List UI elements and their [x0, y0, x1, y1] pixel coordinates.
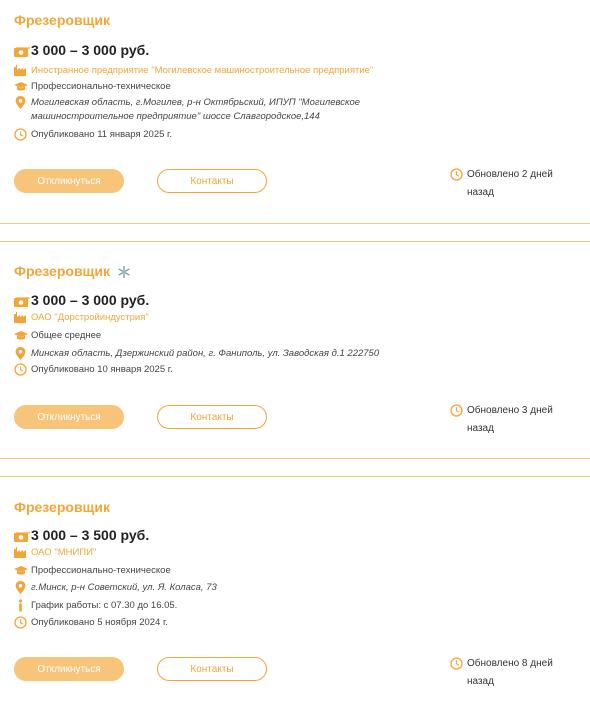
clock-icon [450, 657, 463, 670]
apply-button[interactable]: Откликнуться [14, 657, 124, 681]
apply-button[interactable]: Откликнуться [14, 405, 124, 429]
contacts-button[interactable]: Контакты [157, 657, 267, 681]
contacts-button[interactable]: Контакты [157, 169, 267, 193]
vacancy-title[interactable]: Фрезеровщик [14, 12, 110, 28]
address-text: Минская область, Дзержинский район, г. Фаниполь, ул. Заводская д.1 222750 [31, 348, 380, 359]
updated-info [450, 166, 563, 202]
graduation-cap-icon [14, 80, 27, 93]
separator [0, 476, 590, 477]
company-link[interactable]: ОАО "Дорстройиндустрия" [31, 312, 149, 323]
updated-info [450, 402, 563, 438]
published-date: Опубликовано 5 ноября 2024 г. [31, 617, 168, 628]
updated-text: Обновлено 8 дней назад [467, 658, 553, 687]
location-pin-icon [14, 347, 27, 360]
factory-icon [14, 311, 27, 324]
education-row [14, 329, 101, 342]
address-text: Могилевская область, г.Могилев, р-н Октябрьский, ИПУП "Могилевское машиностроительное предприятие" шоссе Славгородское,144 [31, 97, 361, 122]
info-icon [14, 599, 27, 612]
contacts-button[interactable]: Контакты [157, 405, 267, 429]
salary-text: 3 000 – 3 500 руб. [31, 527, 150, 543]
separator [0, 241, 590, 242]
published-row [14, 128, 172, 141]
factory-icon [14, 546, 27, 559]
location-pin-icon [14, 581, 27, 594]
money-icon [14, 530, 30, 541]
education-text: Общее среднее [31, 330, 102, 341]
education-text: Профессионально-техническое [31, 565, 171, 576]
money-icon [14, 45, 30, 56]
address-row [14, 347, 379, 360]
published-date: Опубликовано 10 января 2025 г. [31, 364, 173, 375]
company-row [14, 311, 149, 324]
schedule-text: График работы: с 07.30 до 16.05. [31, 600, 178, 611]
clock-icon [450, 404, 463, 417]
education-row [14, 564, 171, 577]
salary-row [14, 527, 149, 543]
published-row [14, 363, 173, 376]
clock-icon [14, 128, 27, 141]
education-text: Профессионально-техническое [31, 81, 171, 92]
salary-row [14, 42, 149, 58]
separator [0, 458, 590, 459]
updated-info [450, 655, 563, 691]
education-row [14, 80, 171, 93]
published-date: Опубликовано 11 января 2025 г. [31, 129, 172, 140]
company-row [14, 64, 373, 77]
snowflake-icon [118, 265, 130, 277]
updated-text: Обновлено 2 дней назад [467, 169, 553, 198]
company-link[interactable]: Иностранное предприятие "Могилевское машиностроительное предприятие" [31, 65, 374, 76]
address-row [14, 96, 361, 124]
salary-text: 3 000 – 3 000 руб. [31, 292, 150, 308]
clock-icon [450, 168, 463, 181]
money-icon [14, 295, 30, 306]
factory-icon [14, 64, 27, 77]
graduation-cap-icon [14, 564, 27, 577]
vacancy-title[interactable]: Фрезеровщик [14, 499, 110, 515]
clock-icon [14, 616, 27, 629]
separator [0, 223, 590, 224]
address-row [14, 581, 217, 594]
salary-row [14, 292, 149, 308]
location-pin-icon [14, 96, 27, 109]
apply-button[interactable]: Откликнуться [14, 169, 124, 193]
vacancy-title-text[interactable]: Фрезеровщик [14, 263, 110, 279]
published-row [14, 616, 168, 629]
updated-text: Обновлено 3 дней назад [467, 405, 553, 434]
address-text: г.Минск, р-н Советский, ул. Я. Коласа, 73 [31, 582, 217, 593]
vacancy-title[interactable] [14, 263, 130, 279]
salary-text: 3 000 – 3 000 руб. [31, 42, 150, 58]
company-row [14, 546, 96, 559]
clock-icon [14, 363, 27, 376]
graduation-cap-icon [14, 329, 27, 342]
company-link[interactable]: ОАО "МНИПИ" [31, 547, 97, 558]
schedule-row [14, 599, 177, 612]
